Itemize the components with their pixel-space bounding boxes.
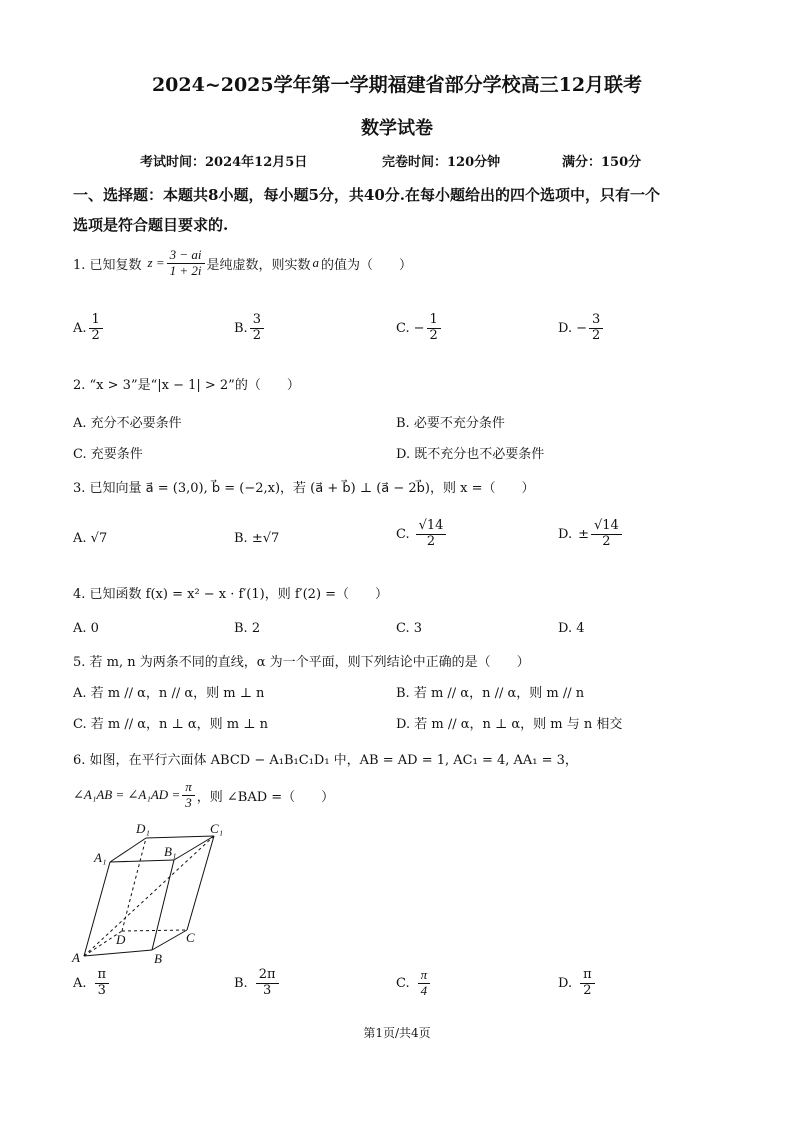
- option-label: D.: [396, 717, 411, 732]
- numerator: 3: [589, 313, 603, 329]
- q1-tail: 的值为（ ）: [321, 257, 413, 273]
- q1-numerator: 3 − ai: [167, 248, 205, 264]
- question-6-stem-line2: [73, 780, 334, 811]
- denominator: 4: [420, 982, 428, 998]
- q5-option-b[interactable]: [396, 682, 584, 701]
- option-label: A.: [73, 621, 87, 636]
- denominator: 2: [602, 533, 611, 549]
- numerator: 2π: [256, 968, 279, 984]
- option-label: B.: [234, 531, 248, 546]
- option-text: 充分不必要条件: [90, 416, 182, 431]
- option-fraction: [250, 313, 264, 344]
- option-sign: −: [576, 320, 587, 336]
- option-label: C.: [396, 526, 410, 542]
- q1-denominator: 1 + 2i: [169, 262, 202, 278]
- exam-title: 2024~2025学年第一学期福建省部分学校高三12月联考: [151, 74, 643, 96]
- q5-option-c[interactable]: [73, 713, 268, 732]
- option-sign: −: [413, 320, 425, 336]
- edge-d1c1: [146, 836, 214, 838]
- option-text: 若 m // α，n ⊥ α，则 m ⊥ n: [90, 717, 268, 732]
- option-label: C.: [396, 621, 410, 636]
- q1-option-b[interactable]: [234, 313, 266, 344]
- q4-option-a[interactable]: [73, 621, 99, 636]
- option-label: D.: [558, 320, 573, 336]
- denominator: 3: [262, 982, 272, 998]
- numerator: 3: [250, 313, 264, 329]
- parallelepiped-figure: [70, 820, 240, 970]
- question-5-stem: 5. 若 m, n 为两条不同的直线，α 为一个平面，则下列结论中正确的是（ ）: [73, 655, 530, 670]
- vertex-label-b: B: [154, 951, 162, 966]
- option-text: 若 m // α，n // α，则 m ⊥ n: [90, 686, 265, 701]
- q6-tail: ，则 ∠BAD =（ ）: [196, 789, 335, 805]
- option-fraction: [418, 968, 431, 999]
- vertex-label-d: D: [116, 932, 126, 947]
- q4-option-d[interactable]: [558, 621, 585, 636]
- option-fraction: [95, 968, 110, 999]
- exam-subtitle: 数学试卷: [361, 118, 433, 139]
- option-label: D.: [558, 975, 573, 991]
- q6-angle-lhs: ∠A₁AB = ∠A₁AD =: [73, 787, 181, 803]
- option-label: A.: [73, 686, 87, 701]
- q1-fraction: [167, 248, 205, 279]
- denominator: 3: [97, 982, 106, 998]
- q6-fraction: [182, 780, 195, 811]
- option-label: D.: [396, 447, 411, 462]
- q1-option-c[interactable]: [396, 313, 443, 344]
- q5-option-d[interactable]: [396, 713, 622, 732]
- edge-bb1: [152, 860, 174, 950]
- q4-option-b[interactable]: [234, 621, 260, 636]
- question-2-stem: 2. “x > 3”是“|x − 1| > 2”的（ ）: [73, 378, 300, 393]
- edge-ab: [84, 950, 152, 956]
- denominator: 2: [429, 327, 438, 343]
- option-label: D.: [558, 526, 573, 542]
- edge-a1b1: [110, 860, 174, 862]
- section-heading-line1: 一、选择题：本题共8小题，每小题5分，共40分.在每小题给出的四个选项中，只有一个: [73, 186, 660, 204]
- denominator: 2: [91, 327, 100, 343]
- q6-option-d[interactable]: [558, 968, 597, 999]
- full-score: 满分：150分: [562, 155, 642, 170]
- option-text: 充要条件: [90, 447, 143, 462]
- denominator: 2: [583, 982, 592, 998]
- q3-option-d[interactable]: [558, 519, 624, 550]
- numerator: π: [580, 968, 595, 984]
- numerator: π: [182, 780, 195, 796]
- denominator: 2: [252, 327, 261, 343]
- q3-option-a[interactable]: [73, 531, 107, 546]
- option-text: 0: [90, 621, 99, 636]
- q1-formula-lhs: z =: [147, 255, 165, 271]
- option-label: D.: [558, 621, 573, 636]
- numerator: 1: [427, 313, 441, 329]
- option-fraction: [89, 313, 103, 344]
- vertex-label-a1: A₁: [94, 850, 107, 865]
- question-6-stem-line1: 6. 如图，在平行六面体 ABCD − A₁B₁C₁D₁ 中，AB = AD = 1, AC₁ = 4, AA₁ = 3，: [73, 753, 578, 768]
- page-number: 第1页/共4页: [363, 1026, 431, 1040]
- q2-option-a[interactable]: [73, 412, 182, 431]
- option-text: 若 m // α，n ⊥ α，则 m 与 n 相交: [414, 717, 623, 732]
- q1-var: a: [312, 255, 320, 271]
- option-label: C.: [73, 447, 87, 462]
- option-label: B.: [396, 416, 410, 431]
- q3-option-b[interactable]: [234, 531, 279, 546]
- numerator: 1: [89, 313, 103, 329]
- option-label: C.: [73, 717, 87, 732]
- q6-option-b[interactable]: [234, 968, 281, 999]
- option-text: 3: [413, 621, 423, 636]
- option-fraction: [591, 519, 622, 550]
- option-fraction: [416, 519, 447, 550]
- edge-dc-hidden: [122, 930, 187, 931]
- q5-option-a[interactable]: [73, 682, 264, 701]
- section-heading-line2: 选项是符合题目要求的.: [73, 216, 229, 234]
- option-text: 2: [251, 621, 261, 636]
- vertex-label-b1: B₁: [164, 844, 177, 859]
- option-text: 必要不充分条件: [413, 416, 505, 431]
- q2-option-c[interactable]: [73, 443, 143, 462]
- option-sign: ±: [578, 526, 589, 542]
- q1-option-d[interactable]: [558, 313, 605, 344]
- q2-option-b[interactable]: [396, 412, 505, 431]
- numerator: √14: [591, 519, 622, 535]
- option-label: A.: [73, 531, 87, 546]
- q6-option-c[interactable]: [396, 968, 432, 999]
- q1-prefix: 1. 已知复数: [73, 257, 142, 273]
- option-label: A.: [73, 416, 87, 431]
- option-fraction: [256, 968, 279, 999]
- numerator: π: [418, 968, 431, 984]
- option-text: √7: [90, 531, 108, 546]
- numerator: π: [95, 968, 110, 984]
- denominator: 3: [185, 794, 192, 810]
- vertex-label-c1: C₁: [210, 821, 224, 836]
- numerator: √14: [416, 519, 447, 535]
- option-label: A.: [73, 320, 87, 336]
- vertex-label-c: C: [186, 930, 195, 945]
- option-label: A.: [73, 975, 87, 991]
- q1-option-a[interactable]: [73, 313, 105, 344]
- vertex-label-a: A: [72, 950, 80, 965]
- option-label: B.: [234, 975, 248, 991]
- q4-option-c[interactable]: [396, 621, 422, 636]
- option-text: ±√7: [251, 531, 280, 546]
- option-label: C.: [396, 975, 410, 991]
- question-4-stem: 4. 已知函数 f(x) = x² − x · f′(1)，则 f′(2) =（ ）: [73, 587, 389, 602]
- q2-option-d[interactable]: [396, 443, 544, 462]
- vertex-label-d1: D₁: [136, 821, 150, 836]
- exam-duration: 完卷时间：120分钟: [382, 155, 501, 170]
- option-label: C.: [396, 320, 410, 336]
- option-fraction: [427, 313, 441, 344]
- option-fraction: [589, 313, 603, 344]
- question-1-stem: [73, 248, 412, 279]
- option-text: 既不充分也不必要条件: [414, 447, 545, 462]
- option-label: B.: [234, 320, 248, 336]
- edge-bc: [152, 930, 187, 950]
- q1-suffix: 是纯虚数，则实数: [206, 257, 311, 273]
- option-label: B.: [234, 621, 248, 636]
- question-3-stem: 3. 已知向量 a⃗ = (3,0), b⃗ = (−2,x)，若 (a⃗ + b⃗) ⊥ (a⃗ − 2b⃗)，则 x =（ ）: [73, 481, 535, 496]
- q6-option-a[interactable]: [73, 968, 111, 999]
- option-fraction: [580, 968, 595, 999]
- denominator: 2: [592, 327, 601, 343]
- option-text: 4: [576, 621, 585, 636]
- option-label: B.: [396, 686, 410, 701]
- denominator: 2: [426, 533, 436, 549]
- q3-option-c[interactable]: [396, 519, 448, 550]
- option-text: 若 m // α，n // α，则 m // n: [413, 686, 585, 701]
- exam-time: 考试时间：2024年12月5日: [140, 155, 308, 170]
